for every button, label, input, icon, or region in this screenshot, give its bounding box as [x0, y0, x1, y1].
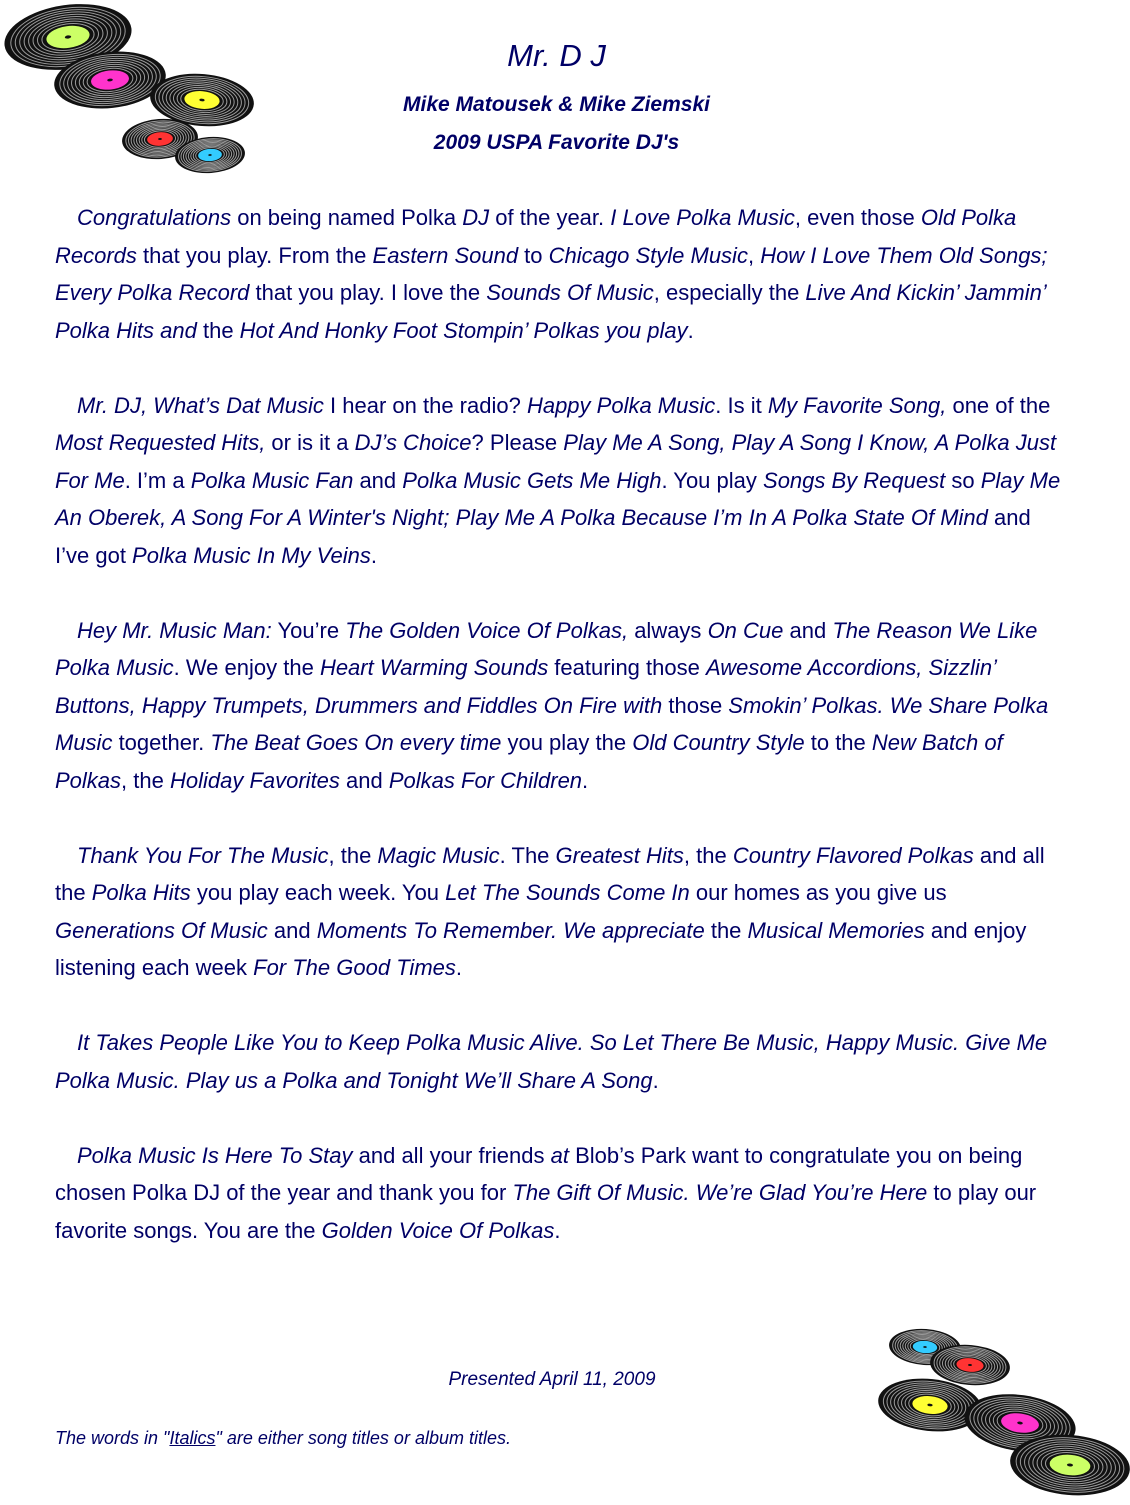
song-title-text: On Cue	[707, 617, 784, 643]
body-text-run: and	[353, 467, 403, 493]
body-text-run: , the	[121, 767, 170, 793]
paragraph	[55, 199, 1065, 349]
body-text-run: featuring those	[548, 655, 706, 680]
body-text-run: , the	[328, 842, 378, 868]
song-title-text: The Beat Goes On every time	[210, 730, 502, 755]
body-text-run: . Is it	[715, 392, 768, 418]
song-title-text: Polka Music In My Veins	[132, 542, 371, 568]
footnote-prefix: The words in "	[55, 1428, 170, 1448]
song-title-text: Polkas For Children	[388, 767, 583, 793]
body-text-run: the	[196, 317, 240, 343]
song-title-text: DJ’s Choice	[354, 430, 472, 455]
song-title-text: Thank You For The Music	[77, 842, 329, 868]
song-title-text: Golden Voice Of Polkas	[321, 1217, 555, 1243]
song-title-text: Eastern Sound	[372, 242, 519, 268]
body-text-run: ? Please	[471, 430, 564, 455]
body-text-run: , even those	[794, 205, 921, 230]
paragraph	[55, 837, 1065, 987]
paragraph	[55, 387, 1065, 575]
body-text-run: and enjoy listening each week	[55, 917, 1027, 980]
body-text-run: that you play. I love the	[249, 280, 487, 305]
subtitle-names: Mike Matousek & Mike Ziemski	[403, 93, 710, 116]
body-text-run: or is it a	[265, 430, 355, 455]
body-text-run: to	[518, 242, 549, 268]
song-title-text: Heart Warming Sounds	[319, 655, 549, 680]
body-text-run: and I’ve got	[55, 505, 1031, 568]
song-title-text: Live And Kickin’ Jammin’ Polka Hits and	[55, 280, 1046, 343]
presented-date: Presented April 11, 2009	[448, 1369, 656, 1390]
body-text-run: on being named Polka	[231, 205, 463, 230]
song-title-text: The Golden Voice Of Polkas,	[345, 617, 629, 643]
song-title-text: New Batch of Polkas	[55, 730, 1003, 793]
body-text-run: and	[339, 767, 389, 793]
italics-footnote	[55, 1428, 511, 1449]
song-title-text: Happy Polka Music	[526, 392, 716, 418]
song-title-text: Magic Music	[377, 842, 500, 868]
song-title-text: Hot And Honky Foot Stompin’ Polkas you play	[239, 317, 688, 343]
song-title-text: Polka Music Gets Me High	[402, 467, 662, 493]
body-text-run: .	[370, 542, 377, 568]
song-title-text: Chicago Style Music	[548, 242, 748, 268]
song-title-text: Awesome Accordions, Sizzlin’ Buttons, Happy Trumpets, Drummers and Fiddles On Fire with	[55, 655, 996, 718]
body-text-run: I hear on the radio?	[323, 392, 527, 418]
song-title-text: Old Polka Records	[55, 205, 1017, 268]
body-text-run: the	[704, 917, 748, 943]
body-text-run: , the	[683, 842, 733, 868]
body-text-run: you play the	[501, 730, 633, 755]
body-text-run: , especially the	[653, 280, 806, 305]
song-title-text: Play Me An Oberek, A Song For A Winter's Night; Play Me A Polka Because I’m In A Polka State Of Mind	[55, 467, 1061, 530]
song-title-text: Smokin’ Polkas. We Share Polka Music	[55, 692, 1049, 755]
body-text-run: You’re	[271, 617, 346, 643]
song-title-text: Country Flavored Polkas	[732, 842, 974, 868]
body-text-run: always	[628, 617, 708, 643]
song-title-text: The Gift Of Music. We’re Glad You’re Here	[512, 1180, 928, 1205]
song-title-text: Hey Mr. Music Man:	[77, 617, 272, 643]
song-title-text: DJ	[462, 205, 490, 230]
song-title-text: Play Me A Song, Play A Song I Know, A Polka Just For Me	[55, 430, 1057, 493]
body-text-run: to the	[804, 730, 872, 755]
body-text-run: . The	[499, 842, 556, 868]
body-text-run: to play our favorite songs. You are the	[55, 1180, 1037, 1243]
body-text-run: . I’m a	[124, 467, 191, 493]
song-title-text: Most Requested Hits,	[55, 430, 266, 455]
body-text-run: .	[582, 767, 589, 793]
body-text-run: one of the	[946, 392, 1051, 418]
song-title-text: at	[550, 1142, 569, 1168]
body-text-run: so	[945, 467, 981, 493]
body-text-run: together.	[112, 730, 211, 755]
song-title-text: I Love Polka Music	[610, 205, 795, 230]
vinyl-records-bottom-decoration	[870, 1325, 1130, 1505]
body-text-run: . We enjoy the	[173, 655, 320, 680]
body-text-run: of the year.	[489, 205, 611, 230]
body-text-run: ,	[747, 242, 761, 268]
song-title-text: Mr. DJ, What’s Dat Music	[77, 392, 324, 418]
body-text-run: you play each week. You	[190, 880, 446, 905]
body-text-run: those	[662, 692, 729, 718]
paragraph	[55, 612, 1065, 800]
song-title-text: For The Good Times	[253, 955, 456, 980]
body-text-run: our homes as you give us	[689, 880, 947, 905]
song-title-text: Polka Hits	[91, 880, 191, 905]
song-title-text: Polka Music Fan	[190, 467, 354, 493]
song-title-text: Sounds Of Music	[486, 280, 654, 305]
song-title-text: How I Love Them Old Songs; Every Polka Record	[55, 242, 1048, 305]
footnote-italics-word: Italics	[169, 1428, 216, 1448]
body-text-run: . You play	[661, 467, 764, 493]
footnote-suffix: " are either song titles or album titles.	[215, 1428, 511, 1448]
body-text-run: .	[652, 1067, 659, 1093]
song-title-text: It Takes People Like You to Keep Polka Music Alive. So Let There Be Music, Happy Music. Give Me Polka Music. Play us a Polka and Tonight We’ll Share A Song	[55, 1030, 1048, 1093]
song-title-text: The Reason We Like Polka Music	[55, 617, 1038, 680]
body-text-run: .	[554, 1217, 561, 1243]
body-text-run: .	[687, 317, 694, 343]
song-title-text: Moments To Remember. We appreciate	[316, 917, 705, 943]
body-text-run: .	[455, 955, 463, 980]
body-text-run: and all your friends	[352, 1142, 551, 1168]
song-title-text: Polka Music Is Here To Stay	[77, 1142, 353, 1168]
song-title-text: Let The Sounds Come In	[445, 880, 690, 905]
letter-body	[55, 199, 1065, 1249]
song-title-text: Generations Of Music	[55, 917, 268, 943]
page-title: Mr. D J	[507, 38, 606, 73]
song-title-text: Songs By Request	[763, 467, 946, 493]
song-title-text: Old Country Style	[632, 730, 805, 755]
body-text-run: Blob’s Park want to congratulate you on being chosen Polka DJ of the year and thank you for	[55, 1142, 1023, 1205]
song-title-text: Congratulations	[77, 205, 232, 230]
paragraph	[55, 1024, 1065, 1099]
song-title-text: Greatest Hits	[555, 842, 684, 868]
song-title-text: My Favorite Song,	[767, 392, 947, 418]
body-text-run: that you play. From the	[136, 242, 373, 268]
body-text-run: and all the	[55, 842, 1045, 905]
subtitle-award: 2009 USPA Favorite DJ's	[433, 131, 680, 154]
song-title-text: Musical Memories	[747, 917, 925, 943]
paragraph	[55, 1137, 1065, 1250]
body-text-run: and	[783, 617, 833, 643]
body-text-run: and	[267, 917, 317, 943]
song-title-text: Holiday Favorites	[169, 767, 340, 793]
